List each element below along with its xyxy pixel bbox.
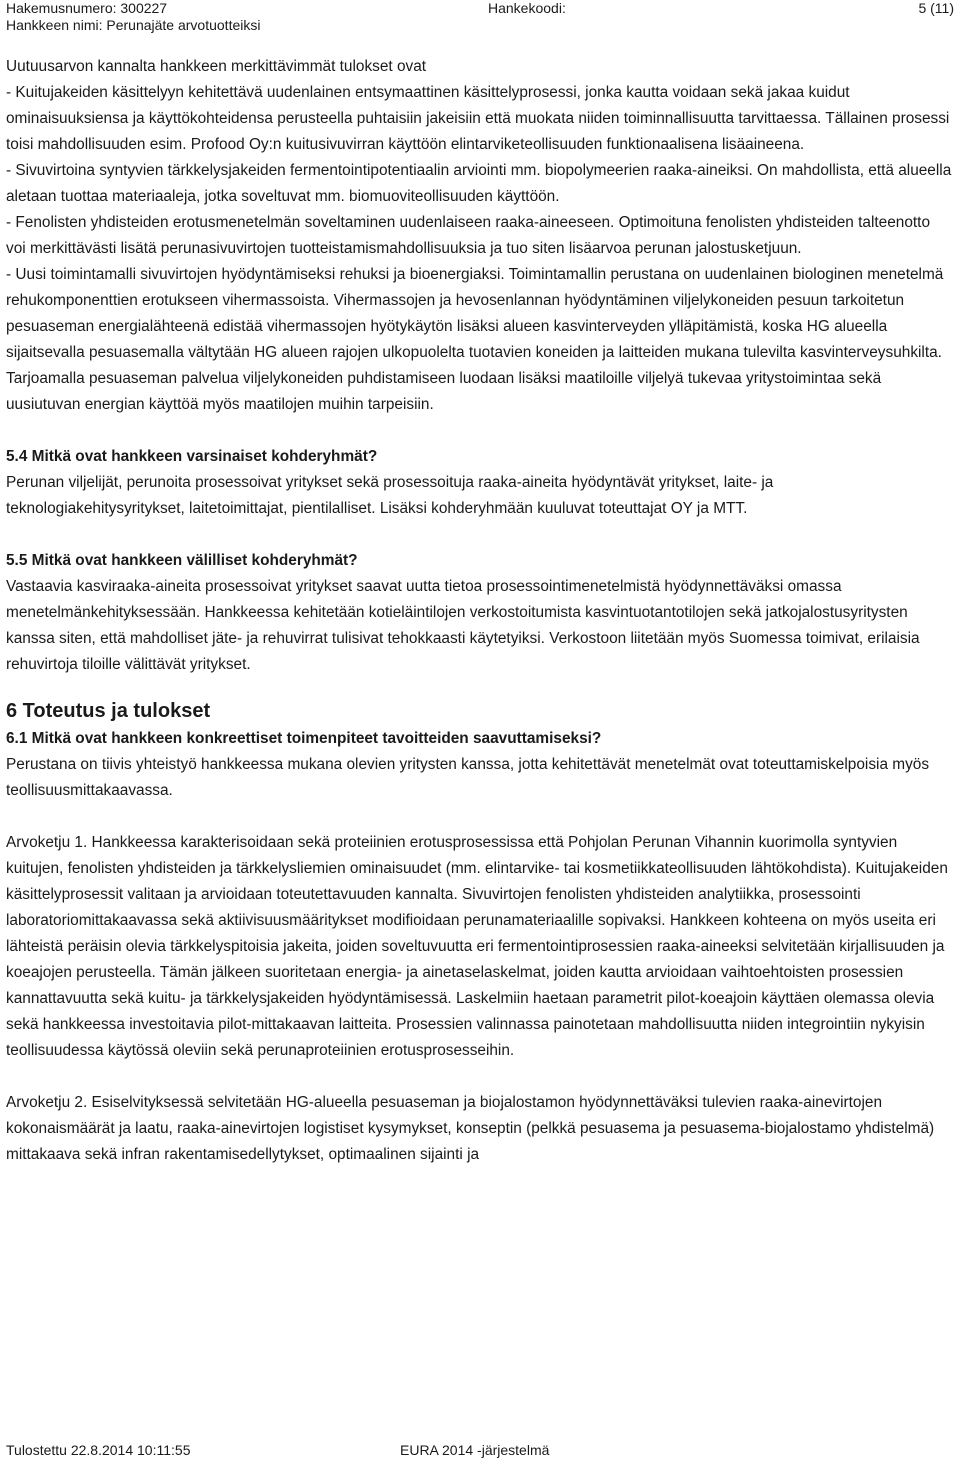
heading-6: 6 Toteutus ja tulokset (6, 700, 211, 722)
heading-5-4: 5.4 Mitkä ovat hankkeen varsinaiset kohderyhmät? (6, 448, 378, 465)
novelty-heading: Uutuusarvon kannalta hankkeen merkittävimmät tulokset ovat (6, 58, 427, 75)
novelty-paragraph-3: - Fenolisten yhdisteiden erotusmenetelmän soveltaminen uudenlaiseen raaka-aineeseen. Optimoituna fenolisten yhdisteiden talteenotto voi merkittävästi lisätä perunasivuvirtojen tuotteistamismahdollisuuksia ja tuo siten lisäarvoa perunan jalostusketjuun. (6, 214, 931, 257)
value-chain-1-paragraph: Arvoketju 1. Hankkeessa karakterisoidaan sekä proteiinien erotusprosessissa että Pohjolan Perunan Vihannin kuorimolla syntyvien kuitujen, fenolisten yhdisteiden ja tärkkelysliemien ominaisuudet (mm. elintarvike- tai kosmetiikkateollisuuden lähtökohdista). Kuitujakeiden käsittelyprosessit valitaan ja arvioidaan toteutettavuuden kannalta. Sivuvirtojen fenolisten yhdisteiden analytiikka, prosessointi laboratoriomittakaavassa sekä aktiivisuusmääritykset modifioidaan perunamateriaalille sopivaksi. Hankkeen kohteena on myös useita eri lähteistä peräisin olevia tärkkelyspitoisia jakeita, joiden soveltuvuutta eri fermentointiprosessien raaka-aineeksi selvitetään kirjallisuuden ja koeajojen perusteella. Tämän jälkeen suoritetaan energia- ja ainetaselaskelmat, joiden kautta arvioidaan vaihtoehtoisten prosessien kannattavuutta sekä kuitu- ja tärkkelysjakeiden hyödyntämisessä. Laskelmiin haetaan parametrit pilot-koeajoin käyttäen olemassa olevia sekä hankkeessa investoitavia pilot-mittakaavan laitteita. Prosessien valinnassa painotetaan mahdollisuutta niiden integrointiin nykyisin teollisuudessa käytössä oleviin sekä perunaproteiinien erotusprosesseihin. (6, 834, 948, 1059)
header-left (6, 0, 260, 34)
heading-6-1: 6.1 Mitkä ovat hankkeen konkreettiset toimenpiteet tavoitteiden saavuttamiseksi? (6, 730, 602, 747)
page-number: 5 (11) (918, 0, 954, 16)
spacer (6, 804, 952, 830)
paragraph-6-1: Perustana on tiivis yhteistyö hankkeessa mukana olevien yritysten kanssa, jotta kehitettävät menetelmät ovat toteuttamiskelpoisia myös teollisuusmittakaavassa. (6, 756, 930, 799)
project-name: Hankkeen nimi: Perunajäte arvotuotteiksi (6, 17, 261, 33)
project-code: Hankekoodi: (488, 0, 566, 16)
page-header (6, 0, 954, 34)
document-body (6, 54, 952, 1168)
application-number: Hakemusnumero: 300227 (6, 0, 168, 16)
novelty-paragraph-2: - Sivuvirtoina syntyvien tärkkelysjakeiden fermentointipotentiaalin arviointi mm. biopolymeerien raaka-aineiksi. On mahdollista, että alueella aletaan tuottaa materiaaleja, jotka soveltuvat mm. biomuoviteollisuuden käyttöön. (6, 162, 952, 205)
paragraph-5-4: Perunan viljelijät, perunoita prosessoivat yritykset sekä prosessoituja raaka-aineita hyödyntävät yritykset, laite- ja teknologiakehitysyritykset, laitetoimittajat, pientilalliset. Lisäksi kohderyhmään kuuluvat toteuttajat OY ja MTT. (6, 474, 774, 517)
system-name: EURA 2014 -järjestelmä (400, 1442, 550, 1458)
spacer (6, 678, 952, 696)
spacer (6, 522, 952, 548)
value-chain-2-paragraph: Arvoketju 2. Esiselvityksessä selvitetään HG-alueella pesuaseman ja biojalostamon hyödynnettäväksi tulevien raaka-ainevirtojen kokonaismäärät ja laatu, raaka-ainevirtojen logistiset kysymykset, konseptin (pelkkä pesuasema ja pesuasema-biojalostamo yhdistelmä) mittakaava sekä infran rakentamisedellytykset, optimaalinen sijainti ja (6, 1094, 935, 1163)
paragraph-5-5: Vastaavia kasviraaka-aineita prosessoivat yritykset saavat uutta tietoa prosessointimenetelmistä hyödynnettäväksi omassa menetelmänkehityksessään. Hankkeessa kehitetään kotieläintilojen verkostoitumista kasvintuotantotilojen sekä jatkojalostusyritysten kanssa siten, että mahdolliset jäte- ja rehuvirrat tulisivat tehokkaasti käytetyiksi. Verkostoon liitetään myös Suomessa toimivat, erilaisia rehuvirtoja tiloille välittävät yritykset. (6, 578, 920, 673)
novelty-paragraph-1: - Kuitujakeiden käsittelyyn kehitettävä uudenlainen entsymaattinen käsittelyprosessi, jonka kautta voidaan sekä jakaa kuidut ominaisuuksiensa ja käyttökohteidensa perusteella puhtaisiin jakeisiin että muokata niiden toiminnallisuutta tarvittaessa. Tällainen prosessi toisi mahdollisuuden esim. Profood Oy:n kuitusivuvirran käyttöön elintarviketeollisuuden funktionaalisena lisäaineena. (6, 84, 950, 153)
print-timestamp: Tulostettu 22.8.2014 10:11:55 (6, 1442, 191, 1458)
spacer (6, 418, 952, 444)
spacer (6, 1064, 952, 1090)
novelty-paragraph-4: - Uusi toimintamalli sivuvirtojen hyödyntämiseksi rehuksi ja bioenergiaksi. Toimintamallin perustana on uudenlainen biologinen menetelmä rehukomponenttien erotukseen vihermassoista. Vihermassojen ja hevosenlannan hyödyntäminen viljelykoneiden pesuun tarkoitetun pesuaseman energialähteenä edistää vihermassojen hyötykäytön lisäksi alueen kasvinterveyden ylläpitämistä, koska HG alueella sijaitsevalla pesuasemalla vältytään HG alueen rajojen ulkopuolelta tuotavien koneiden ja laitteiden mukana tulevilta kasvinterveysuhkilta. Tarjoamalla pesuaseman palvelua viljelykoneiden puhdistamiseen luodaan lisäksi maatiloille viljelyä tukevaa yritystoimintaa sekä uusiutuvan energian käyttöä myös maatilojen muihin tarpeisiin. (6, 266, 944, 413)
heading-5-5: 5.5 Mitkä ovat hankkeen välilliset kohderyhmät? (6, 552, 358, 569)
